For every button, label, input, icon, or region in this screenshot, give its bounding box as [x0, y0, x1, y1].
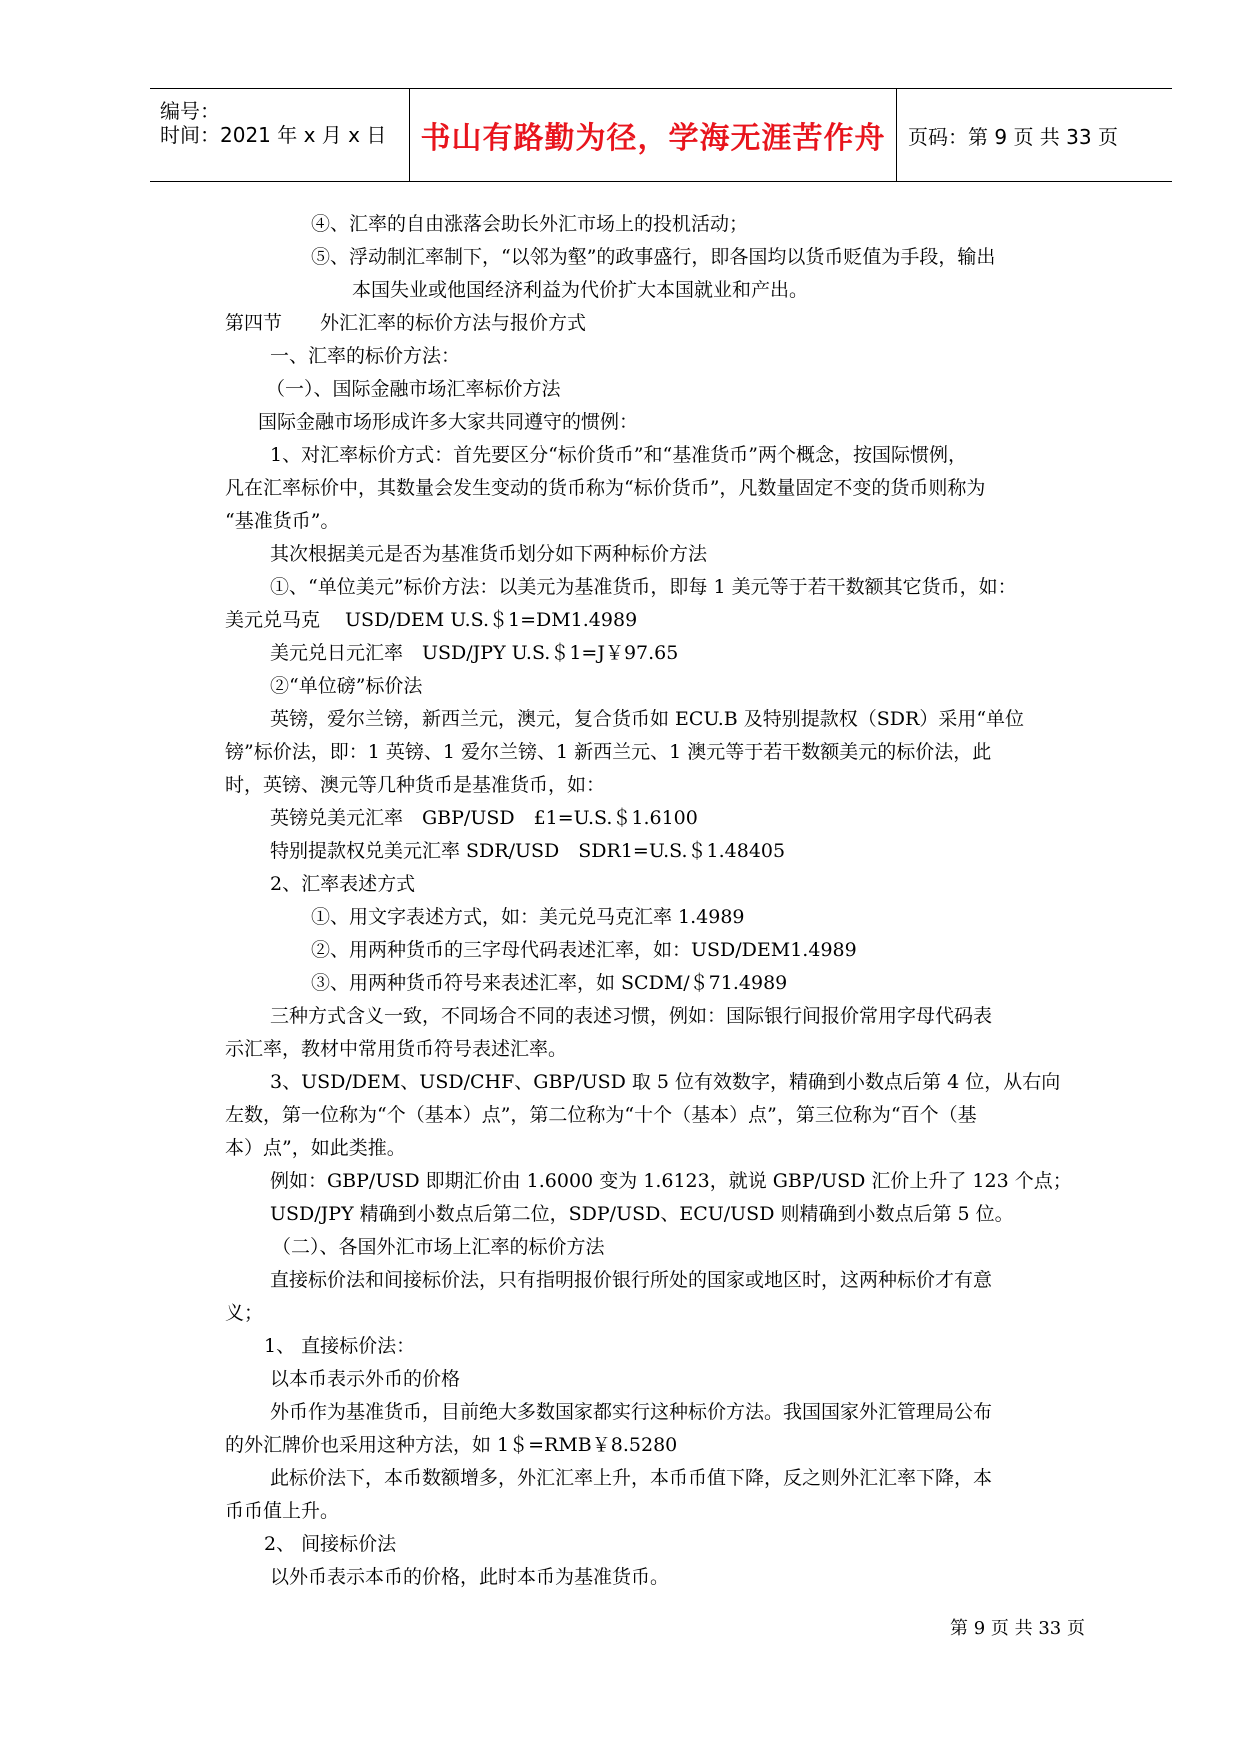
text-line: 以本币表示外币的价格 [270, 1368, 461, 1390]
text-line: 时，英镑、澳元等几种货币是基准货币，如： [225, 774, 606, 796]
text-line: 1、 直接标价法： [264, 1335, 416, 1357]
text-line: 左数，第一位称为“个（基本）点”，第二位称为“十个（基本）点”，第三位称为“百个（基 [225, 1104, 977, 1126]
text-line: ②、用两种货币的三字母代码表述汇率，如：USD/DEM1.4989 [311, 939, 857, 961]
header-meta [150, 89, 410, 181]
text-line: 1、对汇率标价方式：首先要区分“标价货币”和“基准货币”两个概念，按国际惯例， [270, 444, 967, 466]
text-line: ①、用文字表述方式，如：美元兑马克汇率 1.4989 [311, 906, 745, 928]
text-line: 英镑，爱尔兰镑，新西兰元，澳元，复合货币如 ECU.B 及特别提款权（SDR）采用“单位 [270, 708, 1025, 730]
text-line: ④、汇率的自由涨落会助长外汇市场上的投机活动； [311, 213, 749, 235]
text-line: 本）点”，如此类推。 [225, 1137, 406, 1159]
subsection-heading: 一、汇率的标价方法： [270, 345, 461, 367]
subsection-heading: （一）、国际金融市场汇率标价方法 [266, 378, 561, 400]
text-line: 以外币表示本币的价格，此时本币为基准货币。 [270, 1566, 670, 1588]
text-line: 本国失业或他国经济利益为代价扩大本国就业和产出。 [352, 279, 809, 301]
text-line: 此标价法下，本币数额增多，外汇汇率上升，本币币值下降，反之则外汇汇率下降，本 [270, 1467, 993, 1489]
text-line: 美元兑日元汇率 USD/JPY U.S.＄1=J￥97.65 [270, 642, 679, 664]
text-line: 示汇率，教材中常用货币符号表述汇率。 [225, 1038, 568, 1060]
text-line: USD/JPY 精确到小数点后第二位，SDP/USD、ECU/USD 则精确到小数点后第 5 位。 [270, 1203, 1014, 1225]
text-line: 直接标价法和间接标价法，只有指明报价银行所处的国家或地区时，这两种标价才有意 [270, 1269, 993, 1291]
text-line: 外币作为基准货币，目前绝大多数国家都实行这种标价方法。我国国家外汇管理局公布 [270, 1401, 993, 1423]
header-number-label: 编号： [160, 99, 220, 123]
text-line: 国际金融市场形成许多大家共同遵守的惯例： [258, 411, 639, 433]
text-line: 2、汇率表述方式 [270, 873, 416, 895]
text-line: 例如：GBP/USD 即期汇价由 1.6000 变为 1.6123，就说 GBP/USD 汇价上升了 123 个点； [270, 1170, 1072, 1192]
text-line: 英镑兑美元汇率 GBP/USD £1=U.S.＄1.6100 [270, 807, 698, 829]
header-motto: 书山有路勤为径，学海无涯苦作舟 [409, 89, 897, 181]
text-line: 其次根据美元是否为基准货币划分如下两种标价方法 [270, 543, 708, 565]
text-line: 义； [225, 1302, 264, 1324]
text-line: ⑤、浮动制汇率制下，“以邻为壑”的政事盛行，即各国均以货币贬值为手段，输出 [311, 246, 996, 268]
section-heading: 第四节 外汇汇率的标价方法与报价方式 [225, 312, 587, 334]
text-line: 凡在汇率标价中，其数量会发生变动的货币称为“标价货币”，凡数量固定不变的货币则称为 [225, 477, 986, 499]
page-header [150, 88, 1172, 182]
page-footer: 第 9 页 共 33 页 [950, 1618, 1085, 1639]
text-line: 镑”标价法，即：1 英镑、1 爱尔兰镑、1 新西兰元、1 澳元等于若干数额美元的标价法，此 [225, 741, 992, 763]
text-line: “基准货币”。 [225, 510, 340, 532]
header-time-label: 时间：2021 年 x 月 x 日 [160, 123, 387, 147]
text-line: 的外汇牌价也采用这种方法，如 1＄=RMB￥8.5280 [225, 1434, 678, 1456]
text-line: ②“单位磅”标价法 [270, 675, 423, 697]
text-line: ①、“单位美元”标价方法：以美元为基准货币，即每 1 美元等于若干数额其它货币，如： [270, 576, 1017, 598]
text-line: 2、 间接标价法 [264, 1533, 397, 1555]
text-line: ③、用两种货币符号来表述汇率，如 SCDM/＄71.4989 [311, 972, 788, 994]
text-line: 三种方式含义一致，不同场合不同的表述习惯，例如：国际银行间报价常用字母代码表 [270, 1005, 993, 1027]
text-line: 3、USD/DEM、USD/CHF、GBP/USD 取 5 位有效数字，精确到小数点后第 4 位，从右向 [270, 1071, 1061, 1093]
text-line: 特别提款权兑美元汇率 SDR/USD SDR1=U.S.＄1.48405 [270, 840, 786, 862]
text-line: 币币值上升。 [225, 1500, 340, 1522]
header-page-info: 页码：第 9 页 共 33 页 [908, 124, 1118, 149]
text-line: 美元兑马克 USD/DEM U.S.＄1=DM1.4989 [225, 609, 638, 631]
subsection-heading: （二）、各国外汇市场上汇率的标价方法 [272, 1236, 605, 1258]
